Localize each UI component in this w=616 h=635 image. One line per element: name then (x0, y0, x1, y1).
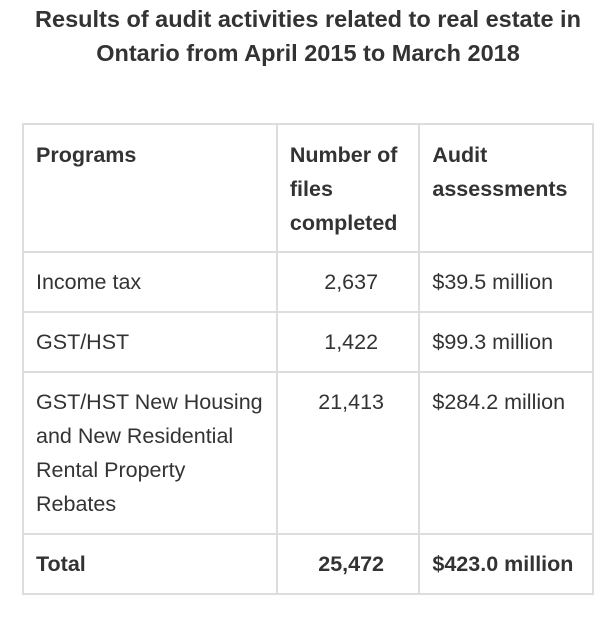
total-assessments-cell: $423.0 million (419, 534, 593, 594)
column-header-files-completed: Number of files completed (277, 124, 420, 252)
total-files-cell: 25,472 (277, 534, 420, 594)
program-cell: GST/HST New Housing and New Residential Rental Property Rebates (23, 372, 277, 534)
column-header-programs: Programs (23, 124, 277, 252)
program-cell: Income tax (23, 252, 277, 312)
audit-assessment-cell: $39.5 million (419, 252, 593, 312)
files-completed-cell: 2,637 (277, 252, 420, 312)
program-cell: GST/HST (23, 312, 277, 372)
audit-results-table (22, 123, 594, 595)
files-completed-cell: 1,422 (277, 312, 420, 372)
total-label-cell: Total (23, 534, 277, 594)
column-header-audit-assessments: Audit assessments (419, 124, 593, 252)
table-row (23, 252, 593, 312)
total-row (23, 534, 593, 594)
table-header-row (23, 124, 593, 252)
audit-assessment-cell: $99.3 million (419, 312, 593, 372)
audit-assessment-cell: $284.2 million (419, 372, 593, 534)
table-row (23, 312, 593, 372)
table-row (23, 372, 593, 534)
table-title: Results of audit activities related to real estate in Ontario from April 2015 to March 2018 (35, 6, 581, 66)
files-completed-cell: 21,413 (277, 372, 420, 534)
